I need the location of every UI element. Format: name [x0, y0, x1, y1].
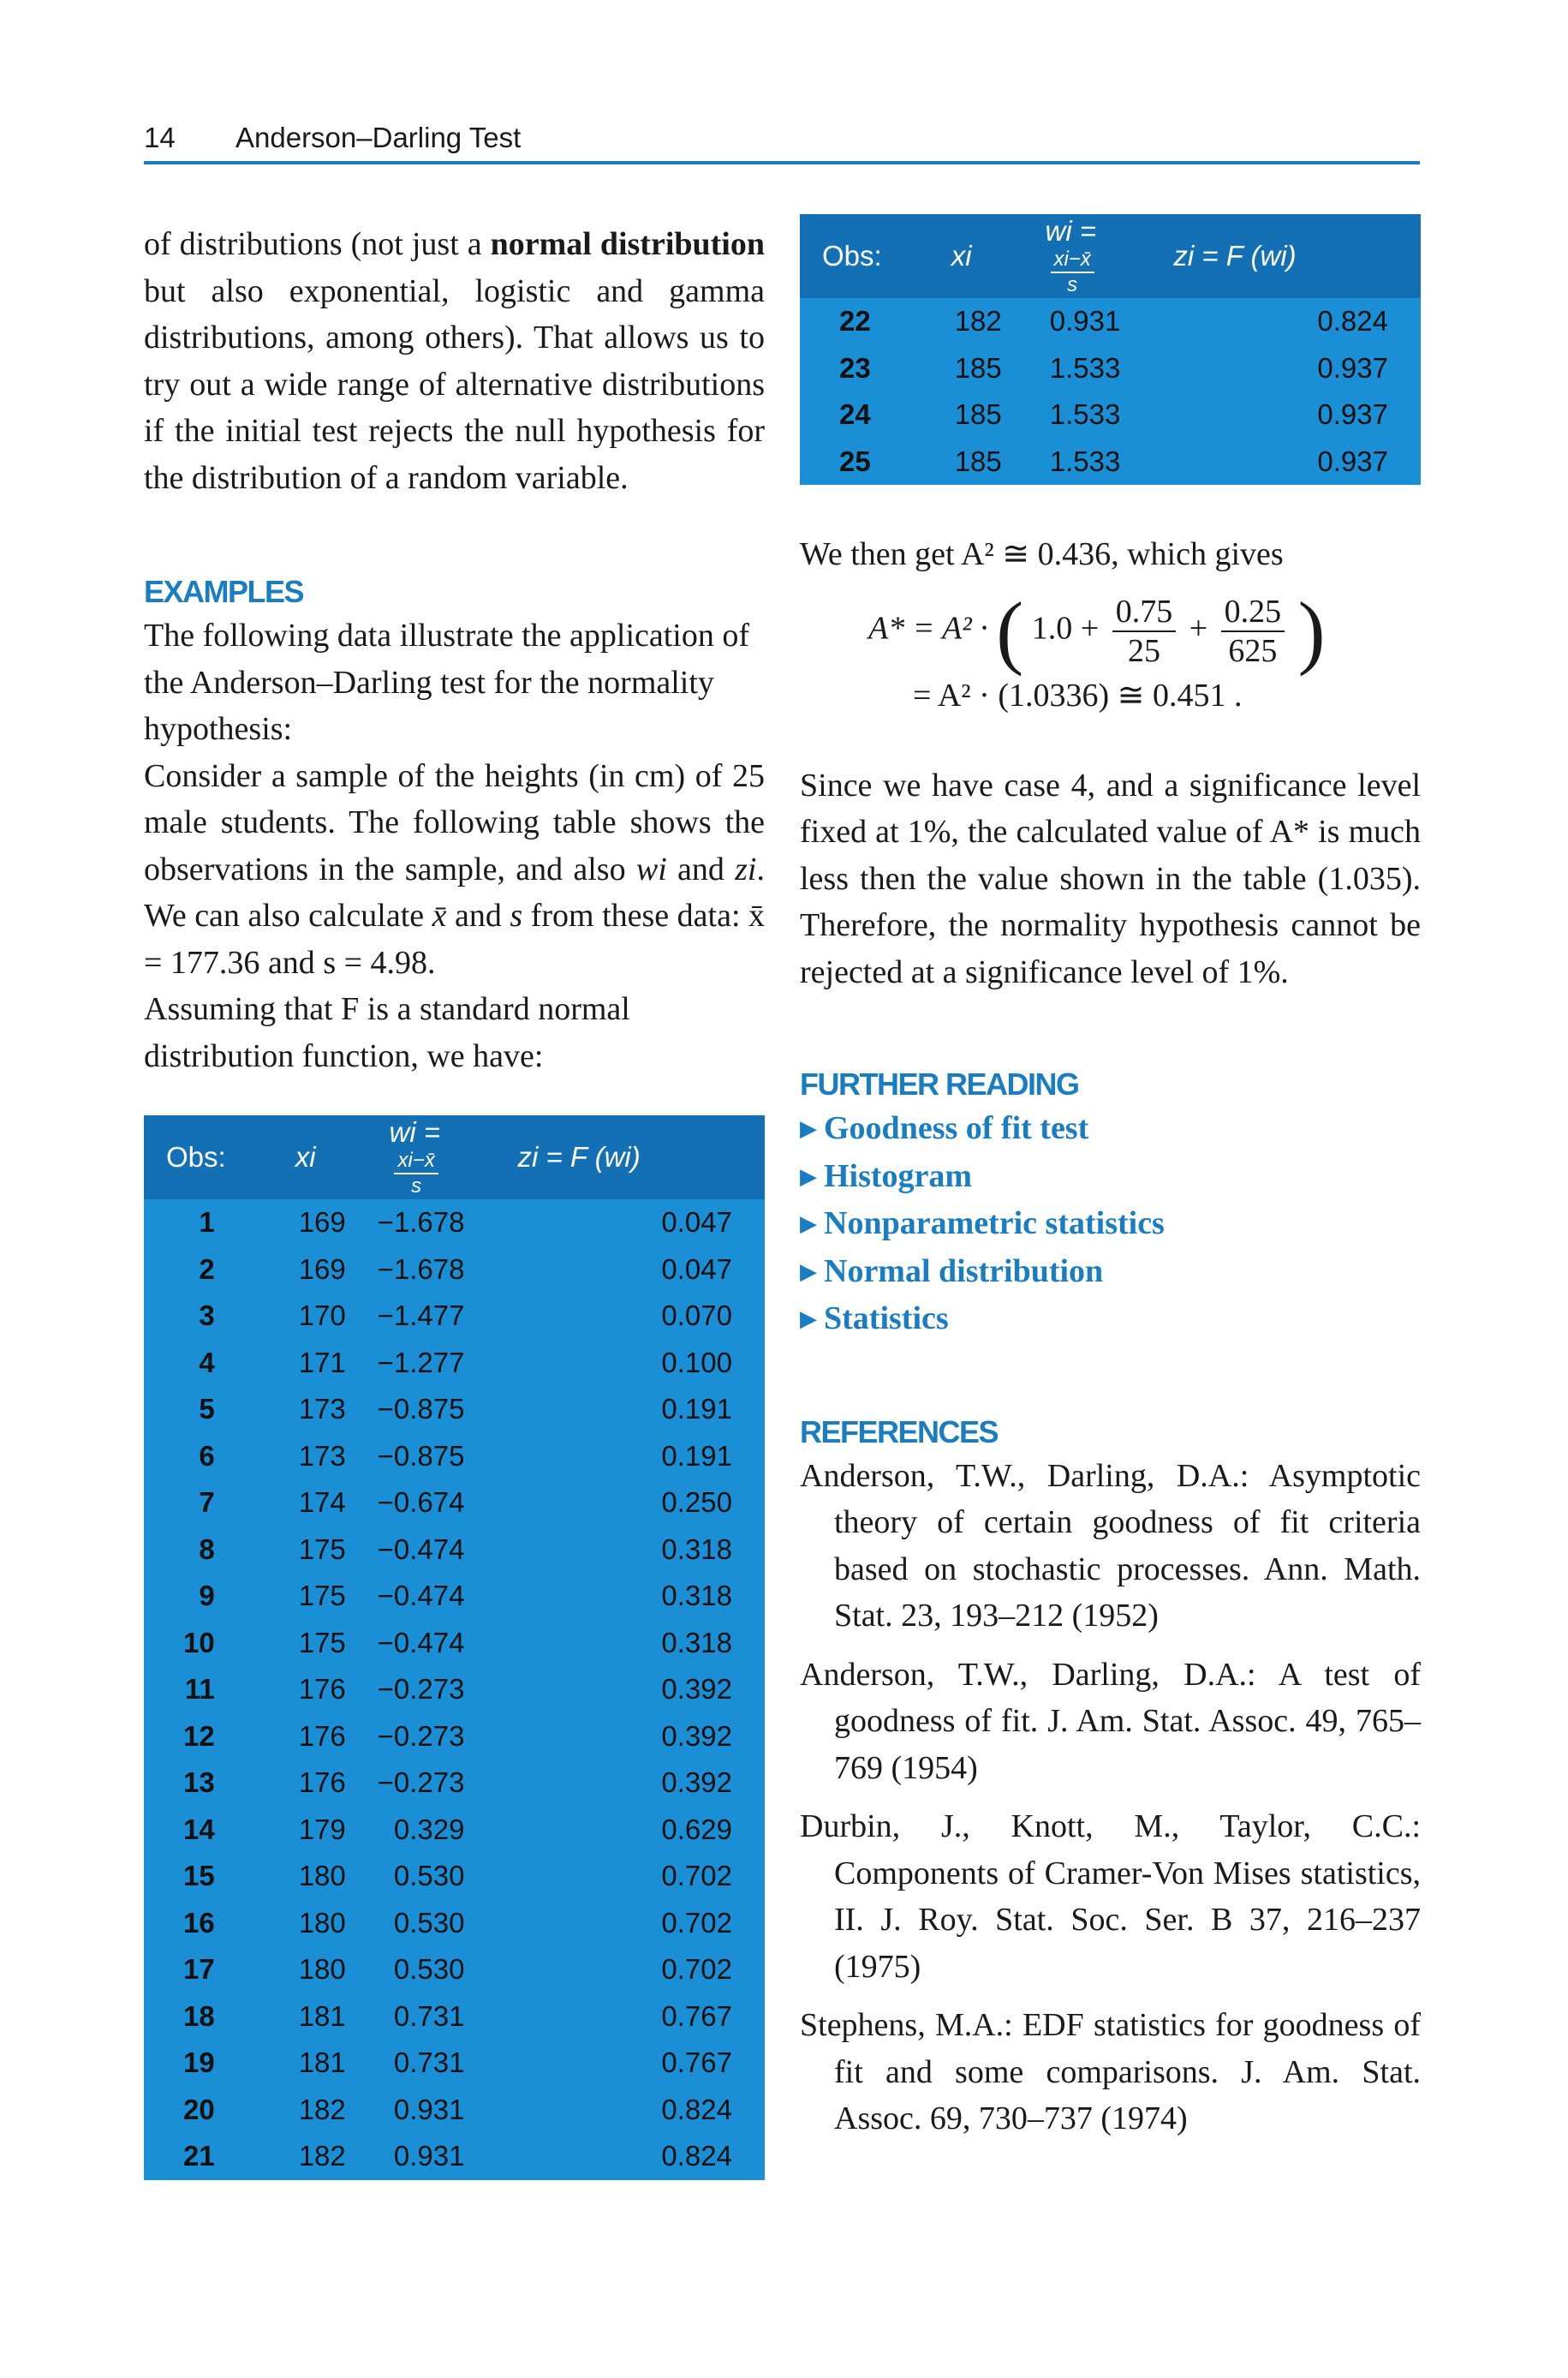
running-title: Anderson–Darling Test — [235, 122, 522, 153]
table-row — [800, 298, 1421, 345]
cell-z: 0.047 — [661, 1206, 732, 1239]
table-row — [144, 1199, 765, 1246]
right-column — [800, 214, 1421, 2154]
cell-w: −1.477 — [377, 1300, 465, 1332]
right-paren: ) — [1297, 584, 1326, 677]
examples-paragraph-3: Assuming that F is a standard normal distribution function, we have: — [144, 991, 630, 1074]
cell-z: 0.824 — [661, 2093, 732, 2125]
cell-obs: 17 — [182, 1953, 215, 1986]
cell-obs: 2 — [199, 1252, 215, 1285]
cell-x: 181 — [298, 1999, 346, 2032]
cell-obs: 10 — [182, 1626, 215, 1658]
cell-x: 174 — [298, 1486, 346, 1519]
cell-obs: 22 — [838, 305, 871, 338]
cell-w: −0.474 — [377, 1533, 465, 1565]
table-row — [144, 1293, 765, 1340]
cell-x: 169 — [298, 1252, 346, 1285]
cell-obs: 15 — [182, 1860, 215, 1892]
cell-obs: 23 — [838, 351, 871, 384]
cell-w: 0.530 — [393, 1860, 465, 1892]
cell-obs: 5 — [199, 1393, 215, 1425]
cell-z: 0.070 — [661, 1300, 732, 1332]
cell-obs: 6 — [199, 1439, 215, 1472]
table-row — [144, 2133, 765, 2180]
arrow-icon: ▶ — [800, 1116, 817, 1141]
cell-obs: 3 — [199, 1300, 215, 1332]
cell-x: 182 — [298, 2093, 346, 2125]
table-row — [800, 391, 1421, 439]
cell-z: 0.250 — [661, 1486, 732, 1519]
header-obs: Obs: — [144, 1115, 227, 1199]
arrow-icon: ▶ — [800, 1211, 817, 1236]
cell-x: 176 — [298, 1673, 346, 1706]
cell-x: 173 — [298, 1439, 346, 1472]
equation-2: = A² · (1.0336) ≅ 0.451 . — [913, 677, 1243, 714]
header-x: xi — [227, 1115, 373, 1199]
observations-table-right — [800, 214, 1421, 485]
table-row — [144, 1527, 765, 1574]
table-row — [144, 1900, 765, 1947]
examples-paragraph-1: The following data illustrate the application of the Anderson–Darling test for the normality hypothesis: — [144, 618, 750, 747]
table-row — [144, 2087, 765, 2134]
cell-w: −0.474 — [377, 1580, 465, 1612]
further-reading-link[interactable]: ▶ Histogram — [800, 1157, 973, 1194]
cell-obs: 24 — [838, 398, 871, 431]
page-number: 14 — [144, 122, 176, 153]
cell-obs: 19 — [182, 2046, 215, 2079]
cell-x: 180 — [298, 1860, 346, 1892]
cell-obs: 14 — [182, 1813, 215, 1845]
cell-z: 0.702 — [661, 1906, 732, 1939]
cell-w: 1.533 — [1049, 398, 1121, 431]
table-row — [144, 1853, 765, 1900]
cell-w: −1.277 — [377, 1346, 465, 1378]
examples-paragraph-2: Consider a sample of the heights (in cm) of 25 male students. The following table shows the observations in the sample, and also wi and zi. We can also calculate x̄ and s from these data: x̄ = 177.36 and s = 4.98. — [144, 757, 766, 981]
references-heading: REFERENCES — [800, 1413, 999, 1449]
table-row — [144, 1807, 765, 1854]
cell-z: 0.937 — [1317, 445, 1388, 477]
cell-obs: 18 — [182, 1999, 215, 2032]
header-obs: Obs: — [800, 214, 883, 298]
cell-x: 185 — [954, 398, 1002, 431]
cell-obs: 1 — [199, 1206, 215, 1239]
table-row — [144, 1620, 765, 1667]
cell-w: −1.678 — [377, 1252, 465, 1285]
cell-z: 0.318 — [661, 1626, 732, 1658]
cell-x: 175 — [298, 1626, 346, 1658]
cell-w: −1.678 — [377, 1206, 465, 1239]
cell-obs: 4 — [199, 1346, 215, 1378]
header-z: zi = F (wi) — [483, 1115, 765, 1199]
observations-table-left — [144, 1115, 765, 2180]
cell-z: 0.702 — [661, 1860, 732, 1892]
cell-x: 171 — [298, 1346, 346, 1378]
table-row — [144, 1246, 765, 1294]
table-row — [144, 1946, 765, 1993]
then-get-paragraph: We then get A² ≅ 0.436, which gives — [800, 536, 1284, 572]
cell-w: −0.273 — [377, 1673, 465, 1706]
table-row — [800, 345, 1421, 392]
left-paren: ( — [996, 584, 1024, 677]
table-row — [144, 1573, 765, 1620]
cell-z: 0.047 — [661, 1252, 732, 1285]
cell-x: 185 — [954, 445, 1002, 477]
cell-x: 175 — [298, 1533, 346, 1565]
cell-z: 0.100 — [661, 1346, 732, 1378]
further-reading-list — [800, 1105, 1421, 1343]
cell-x: 175 — [298, 1580, 346, 1612]
cell-z: 0.318 — [661, 1533, 732, 1565]
cell-w: −0.875 — [377, 1393, 465, 1425]
cell-w: −0.875 — [377, 1439, 465, 1472]
normal-distribution-term: normal distribution — [490, 226, 765, 262]
table-row — [144, 1993, 765, 2040]
cell-w: 0.329 — [393, 1813, 465, 1845]
table-row — [144, 1666, 765, 1713]
table-row — [144, 1433, 765, 1480]
table-row — [144, 1713, 765, 1760]
cell-z: 0.191 — [661, 1393, 732, 1425]
cell-w: 0.931 — [1049, 305, 1121, 338]
further-reading-link[interactable]: ▶ Nonparametric statistics — [800, 1205, 1165, 1241]
cell-obs: 21 — [182, 2140, 215, 2172]
arrow-icon: ▶ — [800, 1258, 817, 1284]
cell-w: 0.931 — [393, 2140, 465, 2172]
references-list — [800, 1453, 1421, 2142]
cell-obs: 16 — [182, 1906, 215, 1939]
cell-x: 170 — [298, 1300, 346, 1332]
cell-w: −0.273 — [377, 1719, 465, 1752]
cell-obs: 13 — [182, 1766, 215, 1799]
intro-paragraph: of distributions (not just a normal distribution but also exponential, logistic and gamma distributions, among others). That allows us to try out a wide range of alternative distributions if the initial test rejects the null hypothesis for the distribution of a random variable. — [144, 226, 765, 496]
cell-x: 180 — [298, 1953, 346, 1986]
further-reading-link[interactable]: ▶ Statistics — [800, 1300, 949, 1336]
cell-z: 0.767 — [661, 1999, 732, 2032]
cell-z: 0.824 — [661, 2140, 732, 2172]
cell-obs: 12 — [182, 1719, 215, 1752]
header-z: zi = F (wi) — [1139, 214, 1421, 298]
cell-w: 0.731 — [393, 1999, 465, 2032]
reference-entry: Durbin, J., Knott, M., Taylor, C.C.: Components of Cramer-Von Mises statistics, II. J. Roy. Stat. Soc. Ser. B 37, 216–237 (1975) — [800, 1808, 1421, 1985]
cell-obs: 25 — [838, 445, 871, 477]
table-header-row — [800, 214, 1421, 298]
header-w: wi = $\frac{xi-x̄}{s}$ — [372, 1115, 483, 1199]
cell-x: 182 — [954, 305, 1002, 338]
header-w: wi = $\frac{xi-x̄}{s}$ — [1028, 214, 1140, 298]
cell-w: −0.474 — [377, 1626, 465, 1658]
cell-x: 185 — [954, 351, 1002, 384]
fraction-2: $\frac{0.25}{625}$ — [1221, 593, 1285, 670]
table-row — [144, 1760, 765, 1807]
cell-w: −0.273 — [377, 1766, 465, 1799]
cell-x: 180 — [298, 1906, 346, 1939]
cell-z: 0.318 — [661, 1580, 732, 1612]
cell-w: 1.533 — [1049, 351, 1121, 384]
cell-obs: 20 — [182, 2093, 215, 2125]
cell-x: 181 — [298, 2046, 346, 2079]
cell-w: 1.533 — [1049, 445, 1121, 477]
examples-heading: EXAMPLES — [144, 574, 304, 609]
cell-z: 0.824 — [1317, 305, 1388, 338]
running-header — [144, 122, 1420, 164]
left-column — [144, 221, 765, 2180]
arrow-icon: ▶ — [800, 1306, 817, 1331]
reference-entry: Stephens, M.A.: EDF statistics for goodness of fit and some comparisons. J. Am. Stat. Assoc. 69, 730–737 (1974) — [800, 2007, 1421, 2136]
cell-w: −0.674 — [377, 1486, 465, 1519]
cell-x: 179 — [298, 1813, 346, 1845]
cell-z: 0.767 — [661, 2046, 732, 2079]
cell-z: 0.392 — [661, 1719, 732, 1752]
cell-z: 0.392 — [661, 1673, 732, 1706]
cell-w: 0.530 — [393, 1953, 465, 1986]
cell-w: 0.731 — [393, 2046, 465, 2079]
cell-x: 173 — [298, 1393, 346, 1425]
further-reading-link[interactable]: ▶ Normal distribution — [800, 1252, 1104, 1289]
cell-w: 0.931 — [393, 2093, 465, 2125]
table-header-row — [144, 1115, 765, 1199]
since-paragraph: Since we have case 4, and a significance level fixed at 1%, the calculated value of A* is much less then the value shown in the table (1.035). Therefore, the normality hypothesis cannot be rejected at a significance level of 1%. — [800, 767, 1421, 990]
cell-z: 0.937 — [1317, 398, 1388, 431]
cell-w: 0.530 — [393, 1906, 465, 1939]
equation-1: A* = A² · ( 1.0 + $\frac{0.75}{25}$ + $\frac{0.25}{625}$ ) — [868, 584, 1326, 677]
reference-entry: Anderson, T.W., Darling, D.A.: Asymptotic theory of certain goodness of fit criteria based on stochastic processes. Ann. Math. Stat. 23, 193–212 (1952) — [800, 1457, 1421, 1634]
further-reading-link[interactable]: ▶ Goodness of fit test — [800, 1110, 1089, 1146]
cell-obs: 7 — [199, 1486, 215, 1519]
header-x: xi — [883, 214, 1028, 298]
cell-obs: 9 — [199, 1580, 215, 1612]
cell-z: 0.191 — [661, 1439, 732, 1472]
arrow-icon: ▶ — [800, 1163, 817, 1189]
table-row — [144, 1386, 765, 1433]
table-row — [144, 1340, 765, 1387]
table-row — [800, 439, 1421, 486]
cell-z: 0.702 — [661, 1953, 732, 1986]
table-row — [144, 2040, 765, 2087]
cell-obs: 11 — [184, 1673, 215, 1706]
cell-z: 0.937 — [1317, 351, 1388, 384]
further-reading-heading: FURTHER READING — [800, 1067, 1079, 1102]
cell-x: 169 — [298, 1206, 346, 1239]
cell-z: 0.629 — [661, 1813, 732, 1845]
cell-x: 176 — [298, 1719, 346, 1752]
cell-z: 0.392 — [661, 1766, 732, 1799]
fraction-1: $\frac{0.75}{25}$ — [1112, 593, 1177, 670]
table-row — [144, 1479, 765, 1527]
cell-obs: 8 — [199, 1533, 215, 1565]
reference-entry: Anderson, T.W., Darling, D.A.: A test of goodness of fit. J. Am. Stat. Assoc. 49, 765–769 (1954) — [800, 1656, 1421, 1786]
cell-x: 176 — [298, 1766, 346, 1799]
cell-x: 182 — [298, 2140, 346, 2172]
